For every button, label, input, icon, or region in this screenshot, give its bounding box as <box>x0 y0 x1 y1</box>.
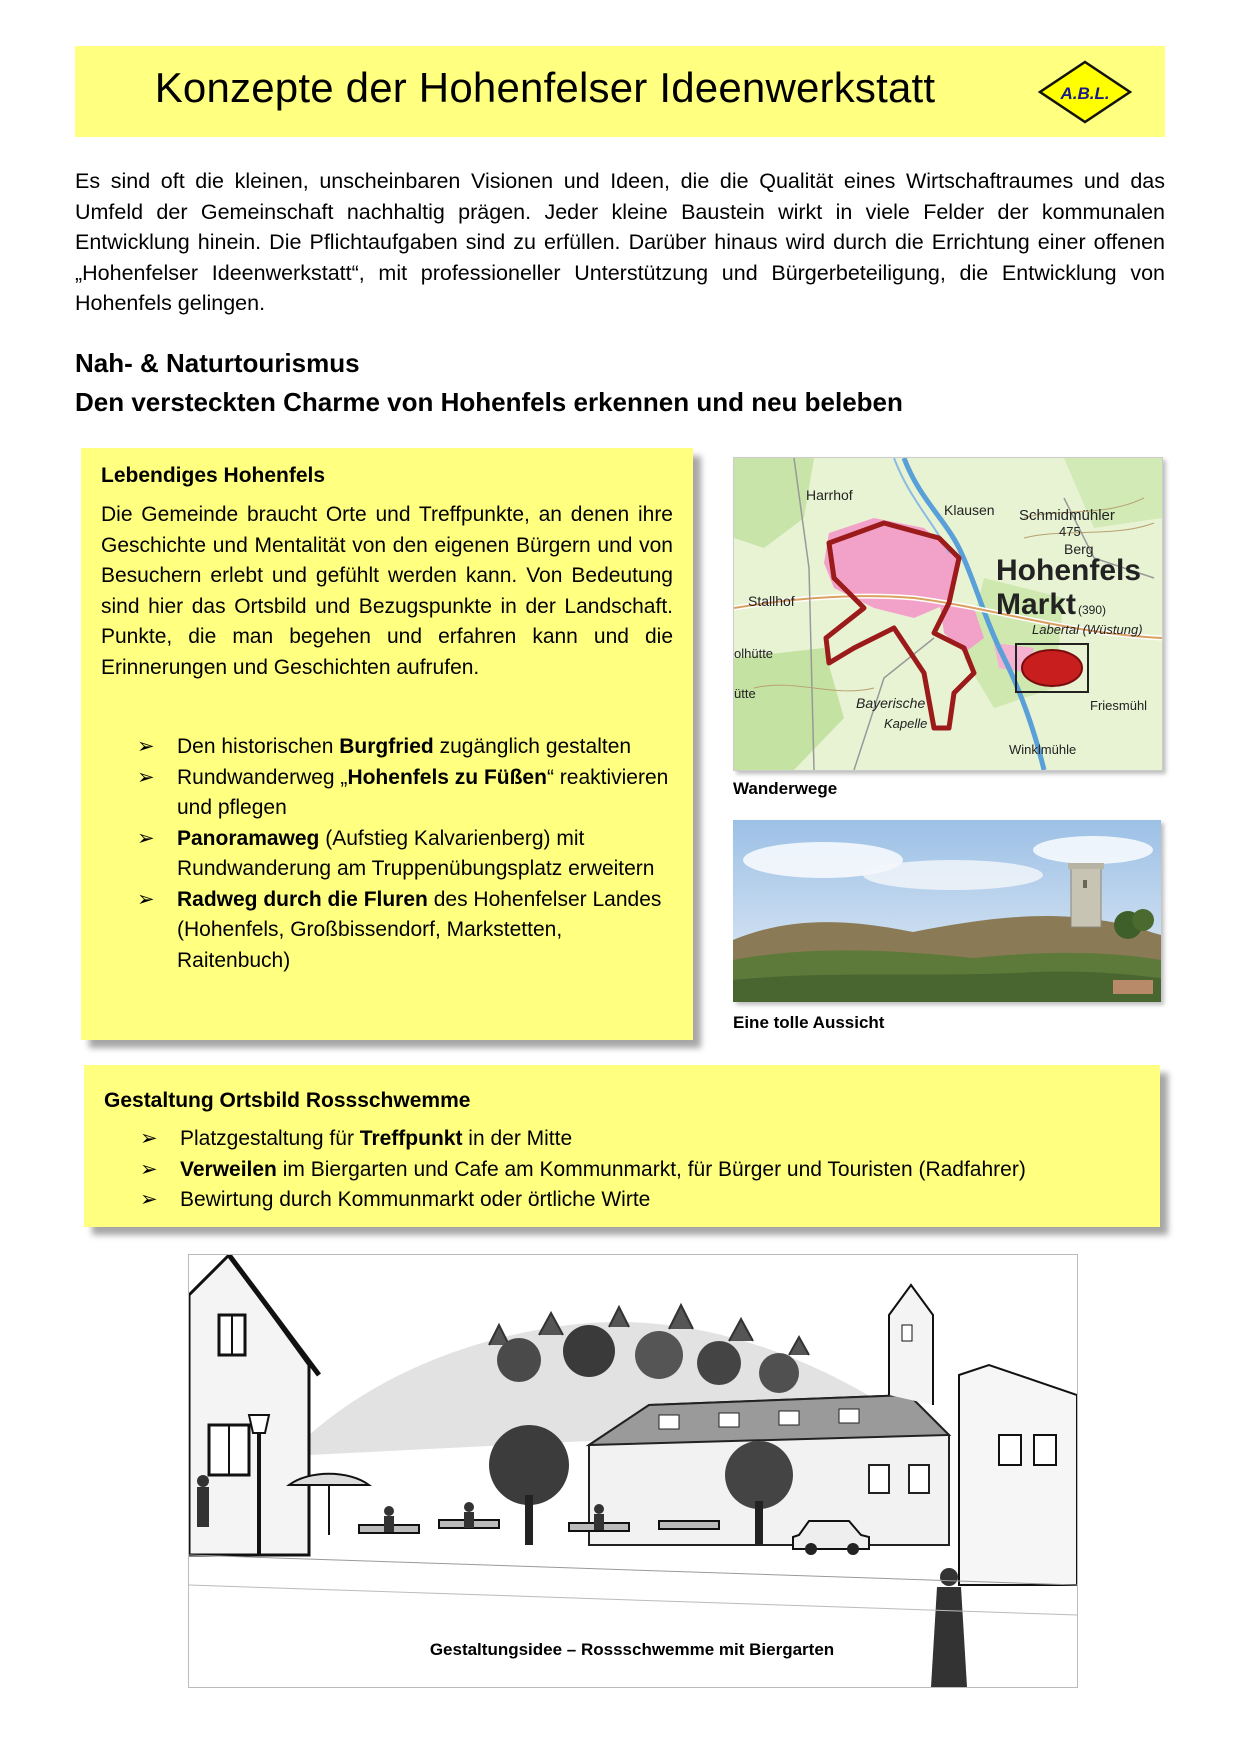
map-label: 475 <box>1059 524 1081 539</box>
map-label: Winklmühle <box>1009 742 1077 757</box>
bullet-item: ➢ Rundwanderweg „Hohenfels zu Füßen“ reaktivieren und pflegen <box>101 763 681 824</box>
arrow-bullet-icon: ➢ <box>137 735 155 758</box>
section-subheading: Den versteckten Charme von Hohenfels erkennen und neu beleben <box>75 387 903 417</box>
page-title: Konzepte der Hohenfelser Ideenwerkstatt <box>154 64 936 111</box>
bullet-item: ➢ Verweilen im Biergarten und Cafe am Kommunmarkt, für Bürger und Touristen (Radfahrer) <box>104 1155 1154 1186</box>
bullet-item: ➢ Panoramaweg (Aufstieg Kalvarienberg) mit Rundwanderung am Truppenübungsplatz erweitern <box>101 824 681 885</box>
header-banner <box>75 46 1165 137</box>
view-photo <box>733 820 1161 1002</box>
hiking-map <box>733 457 1163 771</box>
bullet-item: ➢ Radweg durch die Fluren des Hohenfelser Landes (Hohenfels, Großbissendorf, Markstetten, Raitenbuch) <box>101 885 681 977</box>
box1-text: Die Gemeinde braucht Orte und Treffpunkte, an denen ihre Geschichte und Mentalität von den eigenen Bürgern und von Besuchern erlebt und gefühlt werden kann. Von Bedeutung sind hier das Ortsbild und Bezugspunkte in der Landschaft. Punkte, die man begehen und erfahren kann und die Erinnerungen und Geschichten aufrufen. <box>101 503 673 679</box>
map-label: ütte <box>734 686 756 701</box>
arrow-bullet-icon: ➢ <box>137 887 155 911</box>
arrow-bullet-icon: ➢ <box>140 1188 158 1211</box>
section-heading: Nah- & Naturtourismus <box>75 348 360 378</box>
arrow-bullet-icon: ➢ <box>140 1127 158 1150</box>
bullet-item: ➢ Platzgestaltung für Treffpunkt in der Mitte <box>104 1124 1154 1155</box>
map-label: Friesmühl <box>1090 698 1148 713</box>
map-label: Kapelle <box>884 716 928 731</box>
map-label: Stallhof <box>748 593 795 609</box>
map-label: Harrhof <box>806 487 853 503</box>
map-label: Klausen <box>944 502 995 518</box>
abl-logo <box>1037 59 1133 125</box>
bullet-item: ➢ Bewirtung durch Kommunmarkt oder örtliche Wirte <box>104 1185 1154 1216</box>
intro-paragraph: Es sind oft die kleinen, unscheinbaren Visionen und Ideen, die die Qualität eines Wirtschaftraumes und das Umfeld der Gemeinschaft nachhaltig prägen. Jeder kleine Baustein wirkt in viele Felder der kommunalen Entwicklung hinein. Die Pflichtaufgaben sind zu erfüllen. Darüber hinaus wird durch die Errichtung einer offenen „Hohenfelser Ideenwerkstatt“, mit professioneller Unterstützung und Bürgerbeteiligung, die Entwicklung von Hohenfels gelingen. <box>75 169 1165 315</box>
sketch-illustration <box>188 1254 1078 1688</box>
map-label: Hohenfels <box>996 554 1142 587</box>
box2-title: Gestaltung Ortsbild Rossschwemme <box>104 1089 471 1112</box>
logo-text: A.B.L. <box>1060 84 1110 103</box>
sketch-caption: Gestaltungsidee – Rossschwemme mit Biergarten <box>429 1640 835 1659</box>
box1-bullet-list <box>101 732 681 976</box>
map-label: olhütte <box>734 646 774 661</box>
box1-title: Lebendiges Hohenfels <box>101 464 326 487</box>
map-label: Bayerische <box>856 695 926 711</box>
box2-bullet-list <box>104 1124 1154 1216</box>
map-caption: Wanderwege <box>733 779 838 798</box>
map-label: Schmidmühler <box>1019 507 1115 524</box>
arrow-bullet-icon: ➢ <box>140 1157 158 1181</box>
map-label: Labertal (Wüstung) <box>1032 622 1143 637</box>
map-label: (390) <box>1078 603 1107 617</box>
map-label: Markt <box>996 588 1077 621</box>
arrow-bullet-icon: ➢ <box>137 826 155 850</box>
arrow-bullet-icon: ➢ <box>137 765 155 789</box>
box-ortsbild-rossschwemme <box>84 1065 1160 1227</box>
bullet-item: ➢ Den historischen Burgfried zugänglich gestalten <box>101 732 681 763</box>
box-lebendiges-hohenfels <box>81 448 693 1040</box>
map-label: Berg <box>1064 541 1094 557</box>
photo-caption: Eine tolle Aussicht <box>733 1013 885 1032</box>
